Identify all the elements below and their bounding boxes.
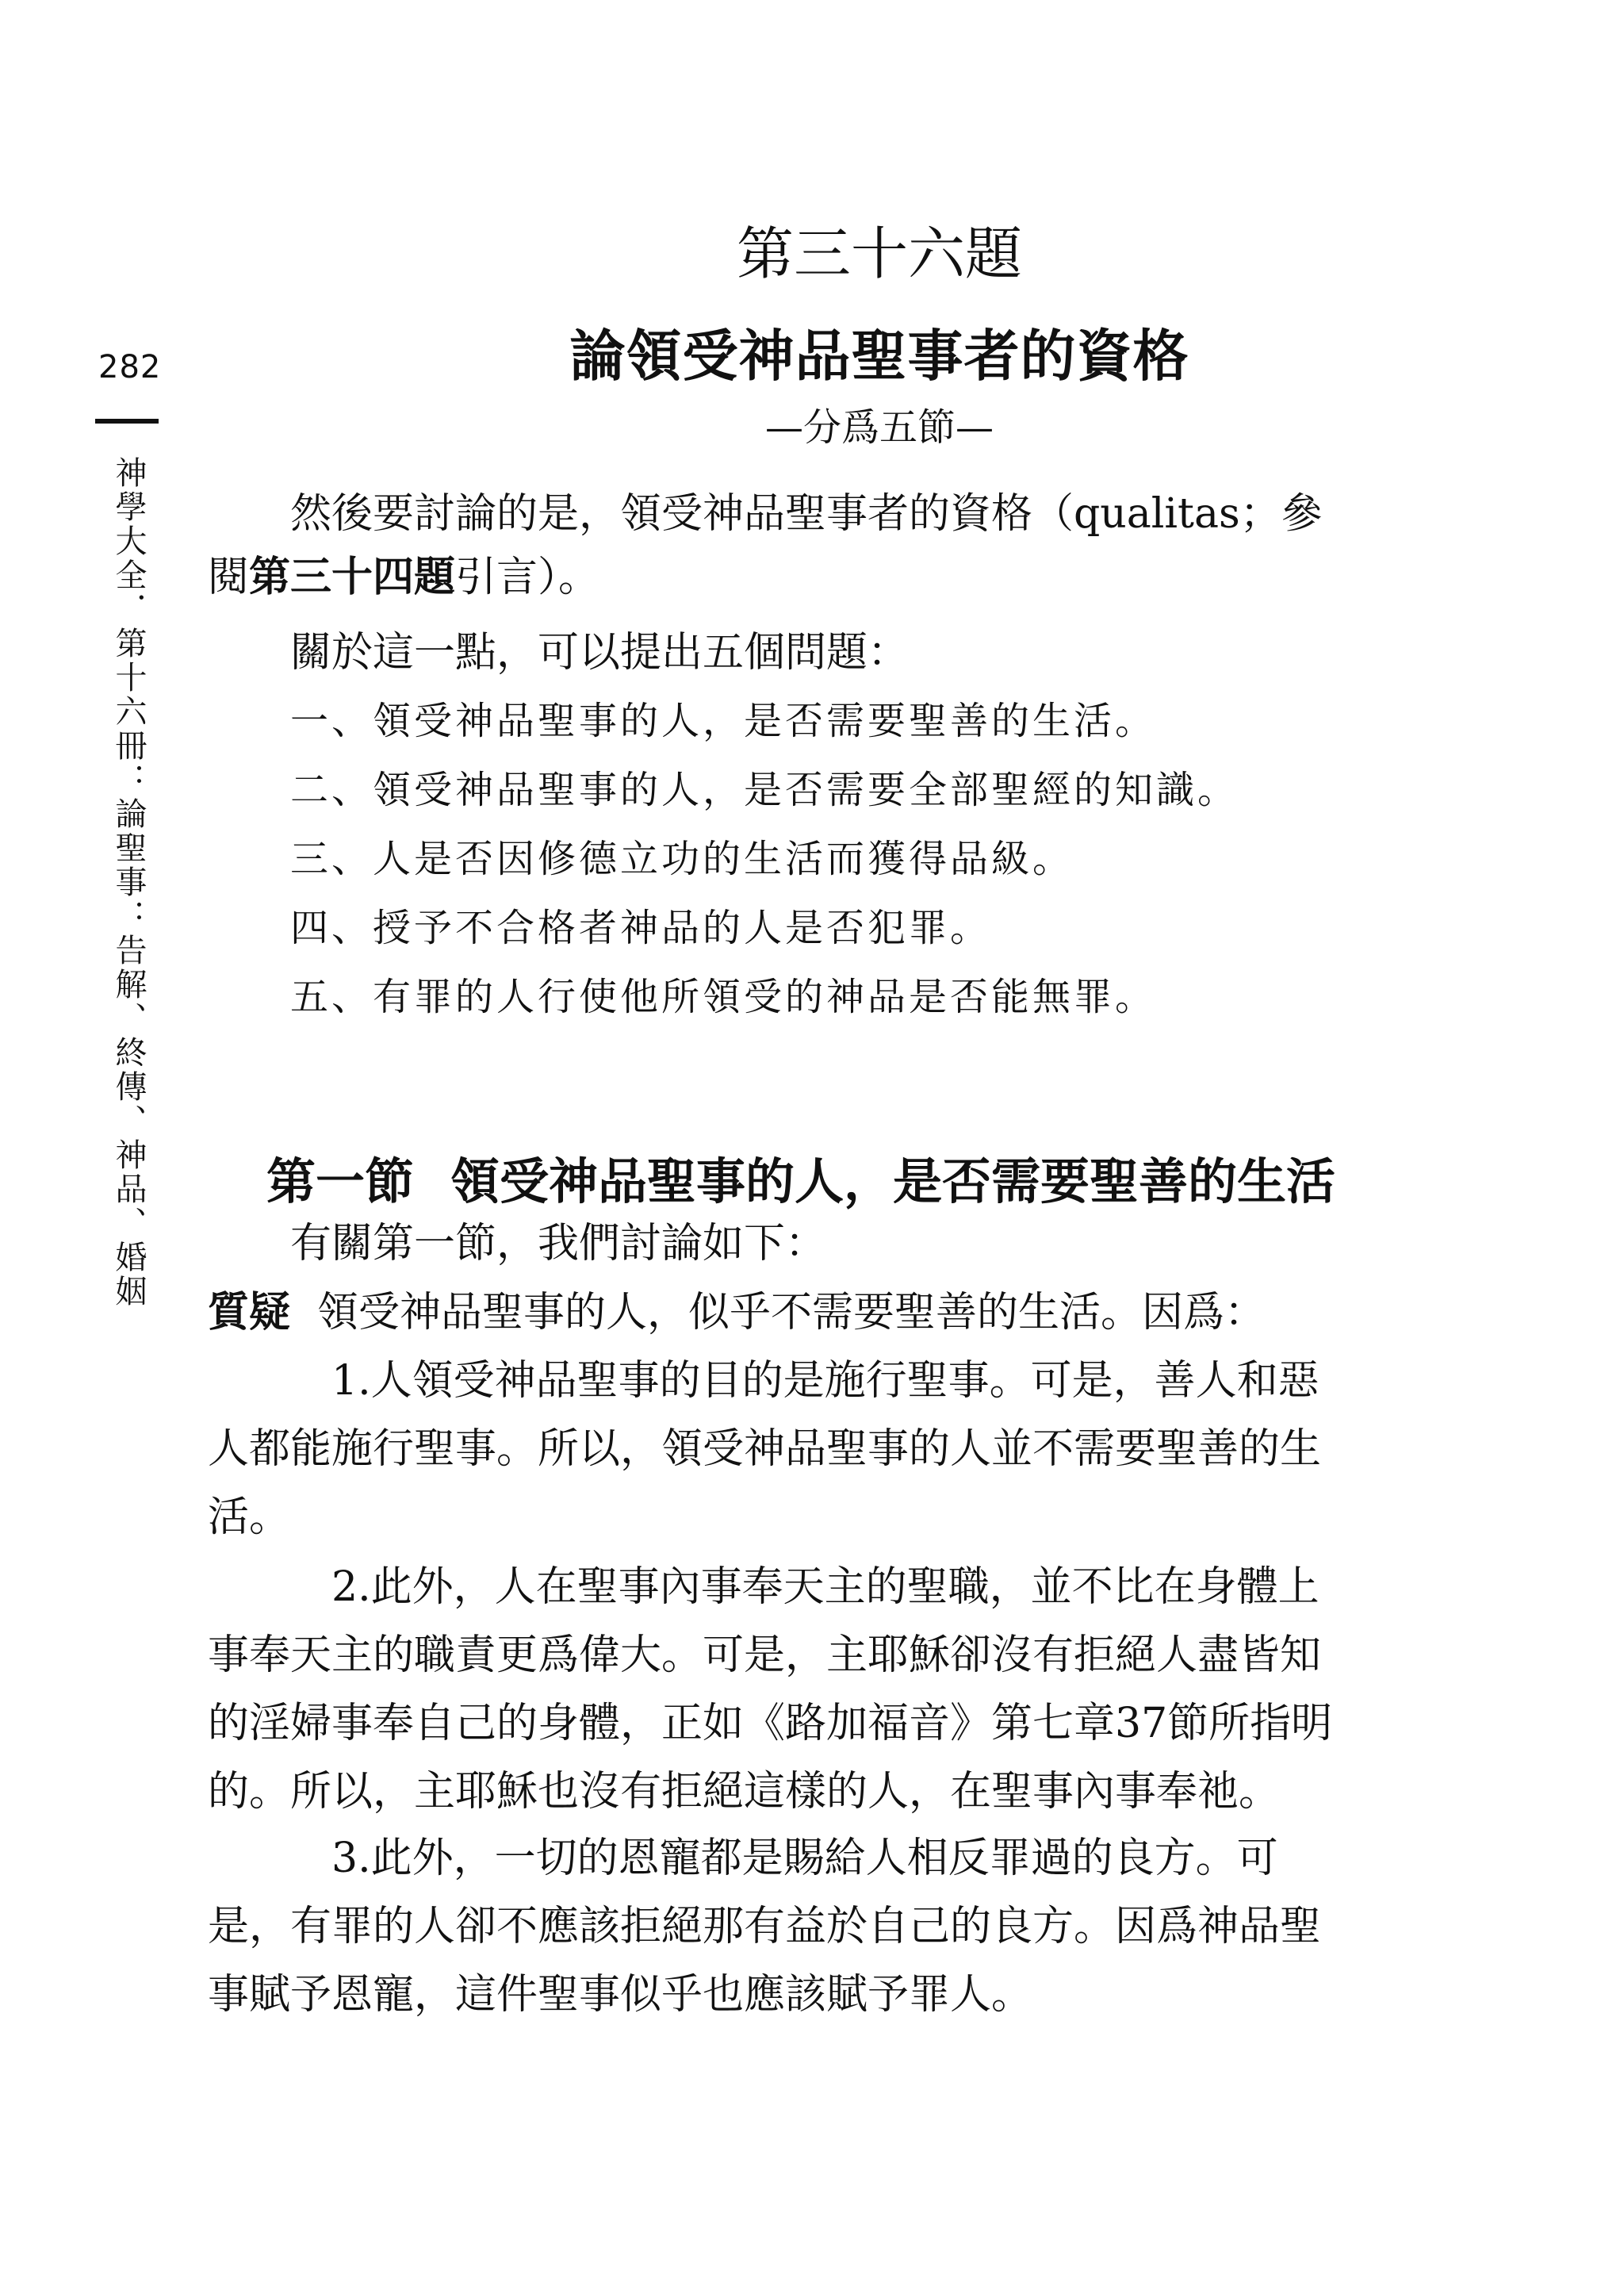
- question-item: 五、有罪的人行使他所領受的神品是否能無罪。: [290, 975, 1157, 1019]
- page-number: 282: [98, 349, 162, 385]
- question-item: 二、領受神品聖事的人，是否需要全部聖經的知識。: [290, 768, 1239, 812]
- section-title: 領受神品聖事的人，是否需要聖善的生活: [450, 1152, 1336, 1210]
- running-head: 神學大全．第十六冊：論聖事：告解、終傳、神品、婚姻: [110, 456, 147, 1309]
- questions-intro: 關於這一點，可以提出五個問題：: [290, 629, 910, 677]
- objection-argument-2: 2.此外，人在聖事內事奉天主的聖職，並不比在身體上事奉天主的職責更爲偉大。可是，主耶穌卻沒有拒絕人盡皆知的淫婦事奉自己的身體，正如《路加福音》第七章37節所指明的。所以，主耶穌也沒有拒絕這樣的人，在聖事內事奉祂。: [208, 1563, 1333, 1816]
- intro-text-end: 引言）。: [455, 554, 600, 601]
- intro-bold-reference: 第三十四題: [249, 554, 456, 601]
- question-item: 一、領受神品聖事的人，是否需要聖善的生活。: [290, 699, 1157, 743]
- division-note: —分爲五節—: [764, 405, 994, 450]
- question-list: [290, 687, 1337, 1032]
- intro-text: 然後要討論的是，領受神品聖事者的資格（qualitas；參閱: [208, 490, 1323, 601]
- chapter-number: 第三十六題: [736, 220, 1022, 287]
- question-item: 四、授予不合格者神品的人是否犯罪。: [290, 906, 992, 950]
- section-intro: 有關第一節，我們討論如下：: [290, 1220, 827, 1267]
- chapter-title: 論領受神品聖事者的資格: [569, 324, 1189, 389]
- question-item: 三、人是否因修德立功的生活而獲得品級。: [290, 837, 1074, 881]
- objection-argument-3: 3.此外，一切的恩寵都是賜給人相反罪過的良方。可是，有罪的人卻不應該拒絕那有益於自己的良方。因爲神品聖事賦予恩寵，這件聖事似乎也應該賦予罪人。: [208, 1835, 1322, 2019]
- objection-label: 質疑: [208, 1289, 291, 1336]
- section-number: 第一節: [266, 1152, 415, 1210]
- objection-text: 領受神品聖事的人，似乎不需要聖善的生活。因爲：: [317, 1289, 1266, 1336]
- objection-paragraph: [208, 1279, 1334, 1347]
- objection-argument-1: 1.人領受神品聖事的目的是施行聖事。可是，善人和惡人都能施行聖事。所以，領受神品聖事的人並不需要聖善的生活。: [208, 1357, 1322, 1541]
- section-heading: [266, 1142, 1335, 1213]
- intro-paragraph: [208, 482, 1334, 609]
